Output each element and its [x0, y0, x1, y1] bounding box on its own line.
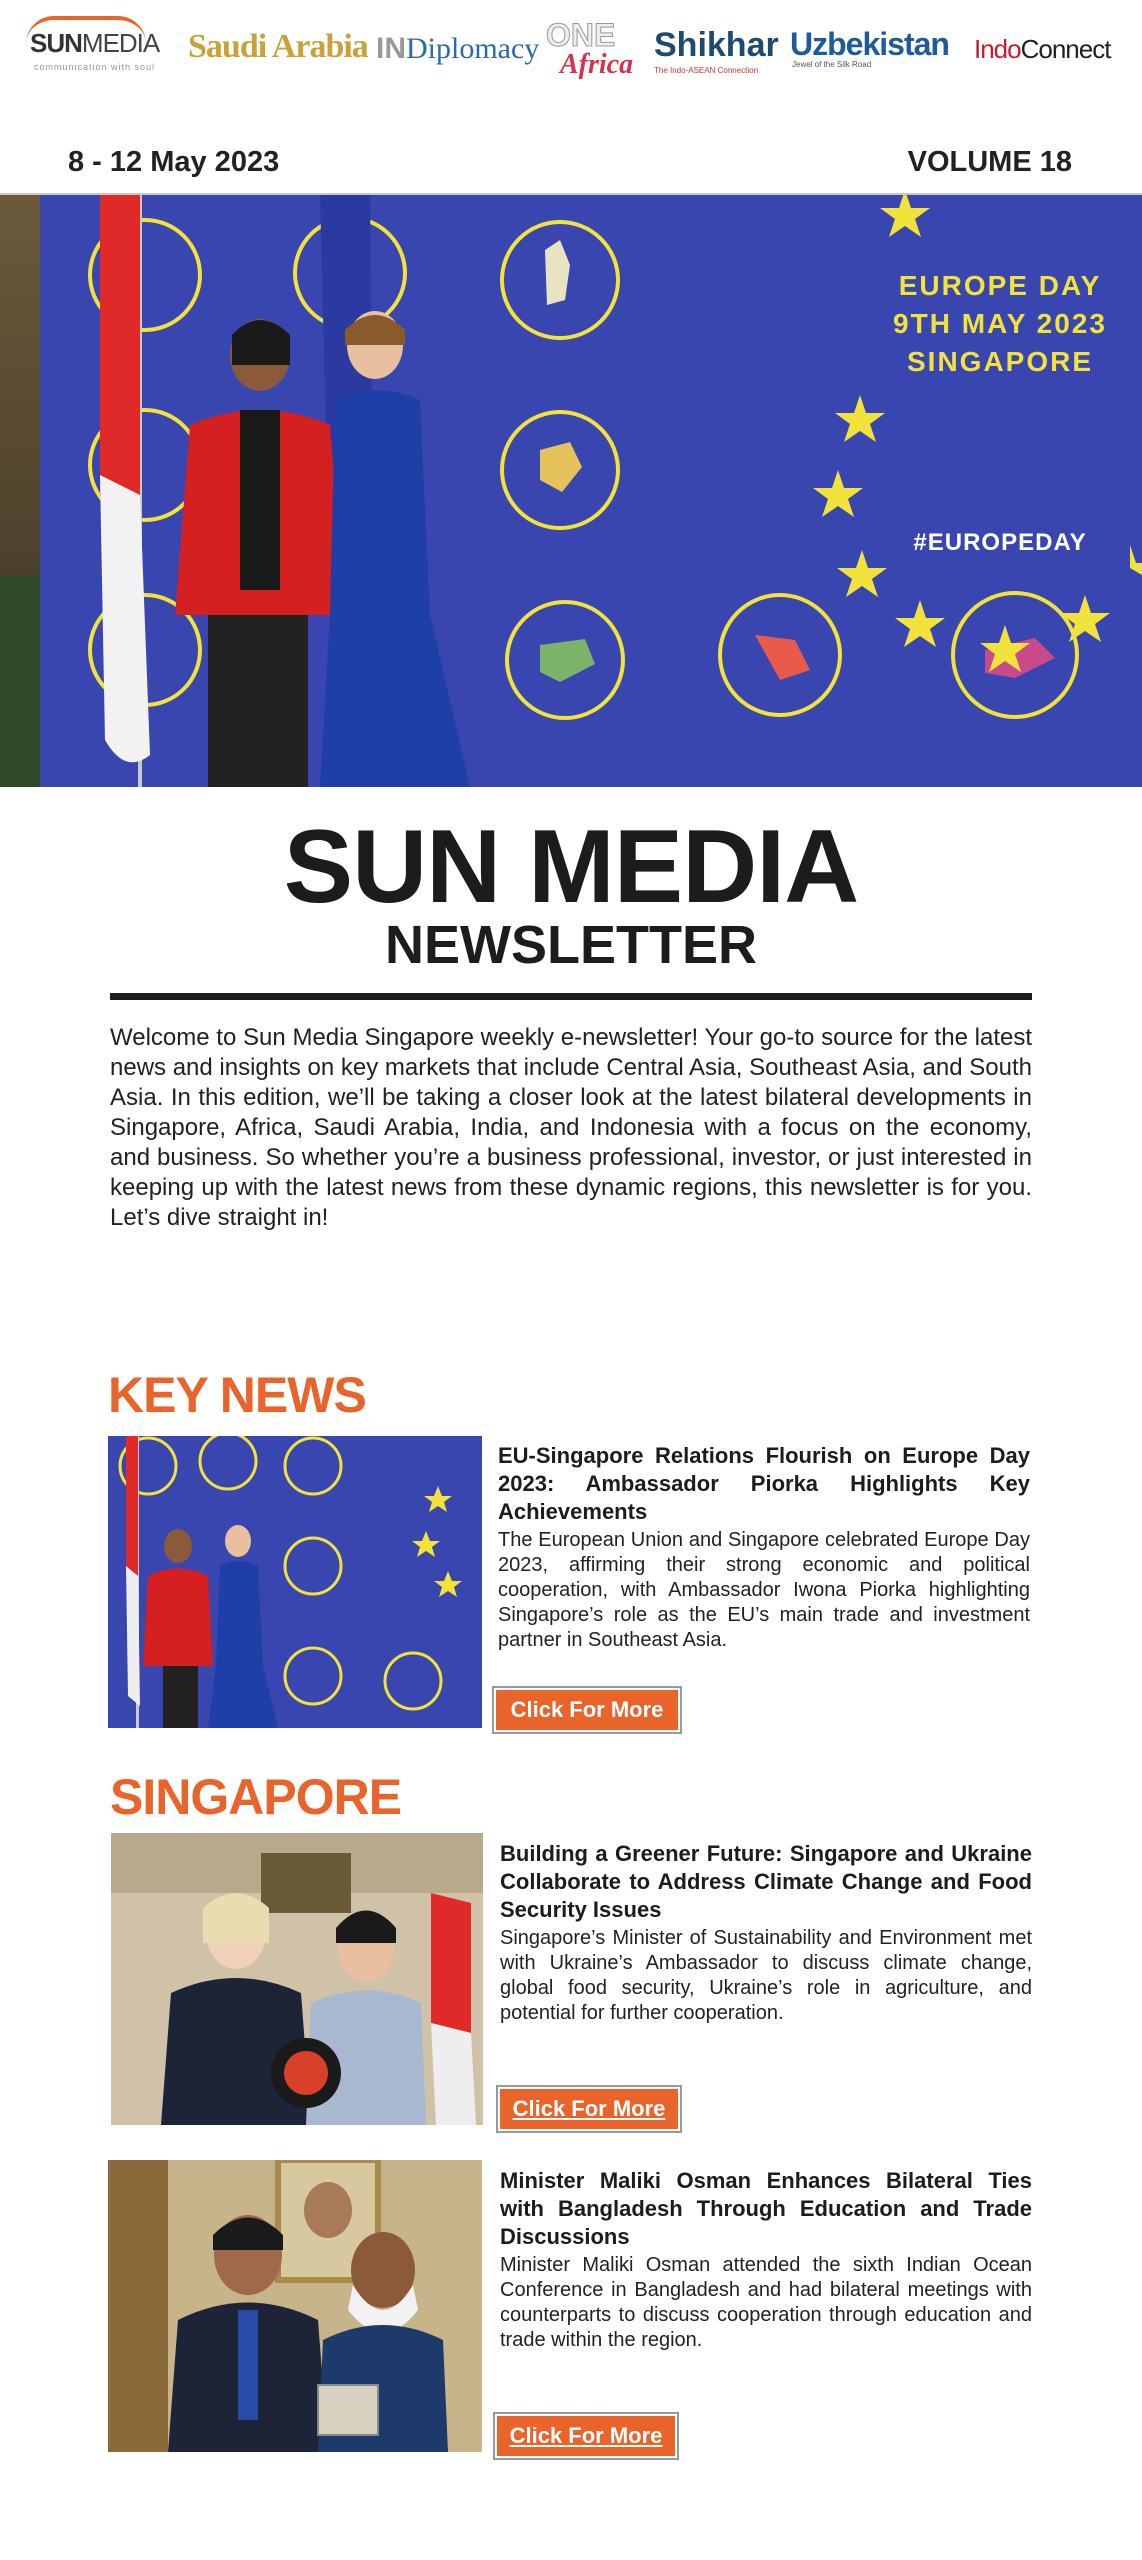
intro-paragraph: Welcome to Sun Media Singapore weekly e-newsletter! Your go-to source for the latest news and insights on key markets that include Central Asia, Southeast Asia, and South Asia. In this edition, we’ll be taking a closer look at the latest bilateral developments in Singapore, Africa, Saudi Arabia, India, and Indonesia with a focus on the economy, and business. So whether you’re a business professional, investor, or just interested in keeping up with the latest news from these dynamic regions, this newsletter is for you. Let’s dive straight in! — [110, 1024, 1032, 1231]
singapore-article-2-summary: Minister Maliki Osman attended the sixth Indian Ocean Conference in Bangladesh and had bilateral meetings with counterparts to discuss cooperation through education and trade within the region. — [500, 2254, 1032, 2351]
singapore-article-1 — [500, 1840, 1032, 2026]
indoconnect-logo-indo: Indo — [974, 34, 1021, 64]
hero-banner-line1: EUROPE DAY — [898, 270, 1102, 301]
singapore-article-1-summary: Singapore’s Minister of Sustainability and Environment met with Ukraine’s Ambassador to discuss climate change, global food security, Ukraine’s role in agriculture, and potential for further cooperation. — [500, 1927, 1032, 2024]
title-divider — [110, 993, 1032, 1000]
one-africa-logo-africa: Africa — [560, 49, 634, 80]
section-heading-singapore: SINGAPORE — [110, 1769, 402, 1825]
saudi-arabia-logo-text: Saudi Arabia — [188, 28, 368, 65]
uzbekistan-tagline: Jewel of the Silk Road — [792, 60, 872, 69]
section-heading-key-news: KEY NEWS — [108, 1367, 366, 1423]
indoconnect-logo-connect: Connect — [1020, 34, 1111, 64]
hero-europe-day-photo — [0, 195, 1142, 787]
sunmedia-logo-suffix: MEDIA — [81, 28, 160, 58]
singapore-article-2-headline[interactable]: Minister Maliki Osman Enhances Bilateral Ties with Bangladesh Through Education and Trade Discussions — [500, 2168, 1032, 2249]
sunmedia-logo[interactable] — [30, 28, 160, 72]
key-news-article — [498, 1442, 1030, 1653]
indoconnect-logo[interactable] — [974, 34, 1110, 65]
indiplomacy-logo-prefix: IN — [376, 32, 406, 65]
indiplomacy-logo-name: Diplomacy — [406, 32, 540, 65]
uzbekistan-logo-name: Uzbekistan — [790, 26, 949, 62]
shikhar-tagline: The Indo-ASEAN Connection — [654, 66, 759, 75]
sunmedia-logo-arc — [26, 16, 146, 44]
singapore-article-1-click-for-more-button[interactable]: Click For More — [500, 2089, 678, 2129]
one-africa-logo-one: ONE — [546, 17, 616, 53]
singapore-article-1-image[interactable] — [111, 1833, 483, 2125]
uzbekistan-logo[interactable] — [790, 26, 949, 69]
newsletter-title: SUN MEDIA — [283, 809, 859, 925]
singapore-article-2-click-for-more-button[interactable]: Click For More — [497, 2416, 675, 2456]
one-africa-logo[interactable] — [546, 17, 634, 80]
key-news-summary: The European Union and Singapore celebrated Europe Day 2023, affirming their strong economic and political cooperation, with Ambassador Iwona Piorka highlighting Singapore’s role as the EU’s main trade and investment partner in Southeast Asia. — [498, 1529, 1030, 1651]
singapore-article-2 — [500, 2167, 1032, 2353]
sunmedia-logo-prefix: SUN — [30, 28, 82, 58]
newsletter-subtitle: NEWSLETTER — [385, 915, 757, 975]
partner-brands-strip — [0, 0, 1142, 110]
issue-dates: 8 - 12 May 2023 — [68, 146, 280, 178]
singapore-article-1-headline[interactable]: Building a Greener Future: Singapore and Ukraine Collaborate to Address Climate Change and Food Security Issues — [500, 1841, 1032, 1922]
hero-hashtag: #EUROPEDAY — [913, 529, 1087, 556]
hero-banner-line3: SINGAPORE — [906, 346, 1094, 377]
key-news-headline[interactable]: EU-Singapore Relations Flourish on Europe Day 2023: Ambassador Piorka Highlights Key Achievements — [498, 1443, 1030, 1524]
shikhar-logo[interactable] — [654, 26, 779, 75]
key-news-image[interactable] — [108, 1436, 482, 1728]
hero-banner-line2: 9TH MAY 2023 — [893, 308, 1107, 339]
key-news-click-for-more-button[interactable]: Click For More — [496, 1690, 678, 1730]
shikhar-logo-name: Shikhar — [654, 26, 779, 64]
sunmedia-tagline: communication with soul — [34, 62, 156, 72]
saudi-arabia-logo[interactable] — [188, 28, 368, 66]
issue-volume: VOLUME 18 — [907, 146, 1072, 178]
singapore-article-2-image[interactable] — [108, 2160, 482, 2452]
indiplomacy-logo[interactable] — [376, 32, 539, 66]
hero-plant — [0, 575, 40, 787]
